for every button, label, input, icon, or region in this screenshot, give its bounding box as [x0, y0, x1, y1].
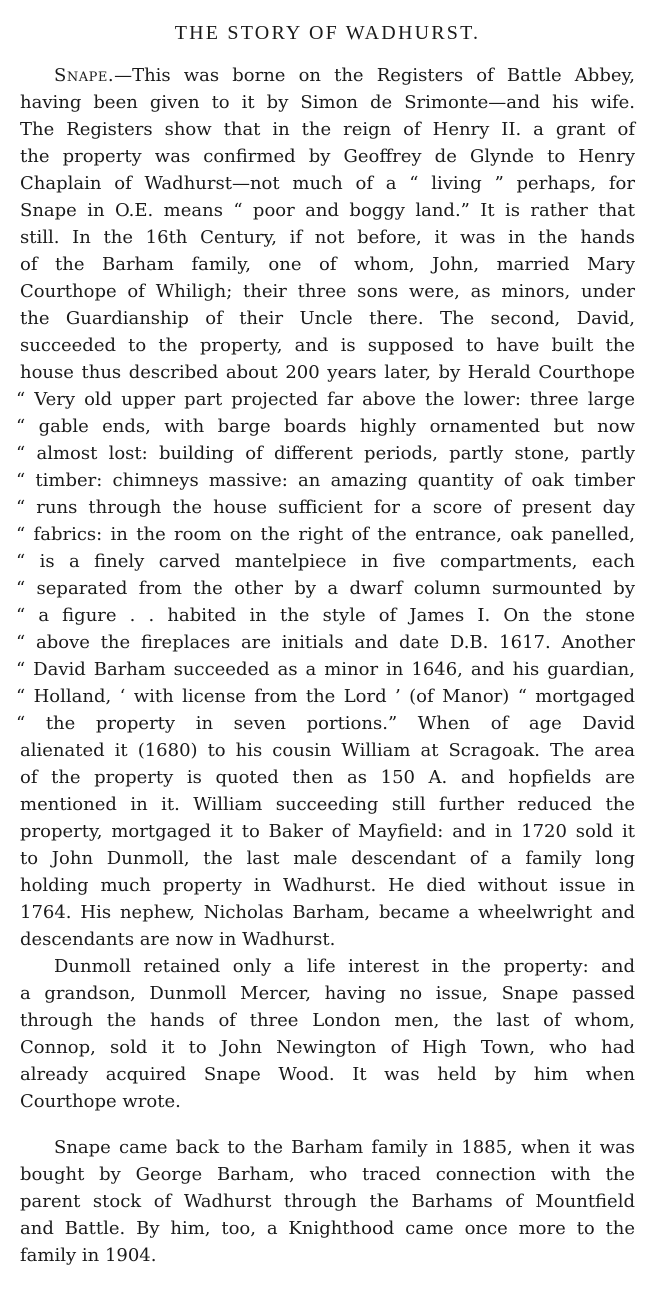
line-text: “ fabrics: in the room on the right of the entrance, oak panelled, [16, 524, 635, 545]
text-line [0, 1061, 655, 1088]
text-line [0, 332, 655, 359]
text-line [0, 575, 655, 602]
line-text: bought by George Barham, who traced connection with the [20, 1164, 635, 1185]
line-text: alienated it (1680) to his cousin William at Scragoak. The area [20, 740, 635, 761]
line-text: —This was borne on the Registers of Battle Abbey, [114, 65, 635, 86]
line-text: Snape came back to the Barham family in 1885, when it was [54, 1137, 635, 1158]
text-line [0, 440, 655, 467]
line-text: having been given to it by Simon de Srimonte—and his wife. [20, 92, 635, 113]
text-line [0, 953, 655, 980]
line-text: still. In the 16th Century, if not before, it was in the hands [20, 227, 635, 248]
text-line [0, 1242, 655, 1269]
text-line [0, 494, 655, 521]
text-line [0, 548, 655, 575]
text-line [0, 1007, 655, 1034]
text-line [0, 278, 655, 305]
line-text: the Guardianship of their Uncle there. The second, David, [20, 308, 635, 329]
text-line [0, 386, 655, 413]
line-text: “ timber: chimneys massive: an amazing quantity of oak timber [16, 470, 635, 491]
text-line [0, 818, 655, 845]
text-line [0, 170, 655, 197]
line-text: and Battle. By him, too, a Knighthood came once more to the [20, 1218, 635, 1239]
line-text: “ David Barham succeeded as a minor in 1646, and his guardian, [16, 659, 635, 680]
text-line [0, 683, 655, 710]
text-line [0, 467, 655, 494]
line-text: “ Holland, ‘ with license from the Lord ’ (of Manor) “ mortgaged [16, 686, 635, 707]
line-text: Connop, sold it to John Newington of High Town, who had [20, 1037, 635, 1058]
line-text: mentioned in it. William succeeding still further reduced the [20, 794, 635, 815]
line-text: house thus described about 200 years later, by Herald Courthope [20, 362, 635, 383]
text-line [0, 899, 655, 926]
text-line [0, 845, 655, 872]
text-line [0, 602, 655, 629]
line-text: “ a figure . . habited in the style of James I. On the stone [16, 605, 635, 626]
text-line [0, 926, 655, 953]
text-line [0, 143, 655, 170]
text-line [0, 872, 655, 899]
line-text: Courthope wrote. [20, 1091, 181, 1112]
text-line [0, 116, 655, 143]
text-line [0, 710, 655, 737]
text-line [0, 737, 655, 764]
text-line [0, 980, 655, 1007]
line-text: parent stock of Wadhurst through the Barhams of Mountfield [20, 1191, 635, 1212]
text-line [0, 359, 655, 386]
text-line [0, 251, 655, 278]
line-text: “ gable ends, with barge boards highly ornamented but now [16, 416, 635, 437]
text-line [0, 224, 655, 251]
line-text: “ is a finely carved mantelpiece in five compartments, each [16, 551, 635, 572]
line-text: “ the property in seven portions.” When of age David [16, 713, 635, 734]
paragraph-barham-return [0, 1134, 655, 1269]
section-lead-word: Snape. [54, 65, 115, 86]
line-text: family in 1904. [20, 1245, 157, 1266]
line-text: the property was confirmed by Geoffrey de Glynde to Henry [20, 146, 635, 167]
text-line [0, 62, 655, 89]
text-line [0, 305, 655, 332]
line-text: already acquired Snape Wood. It was held by him when [20, 1064, 635, 1085]
text-line [0, 197, 655, 224]
text-line [0, 413, 655, 440]
text-line [0, 1134, 655, 1161]
line-text: succeeded to the property, and is supposed to have built the [20, 335, 635, 356]
text-line [0, 629, 655, 656]
line-text: Chaplain of Wadhurst—not much of a “ living ” perhaps, for [20, 173, 635, 194]
text-line [0, 764, 655, 791]
text-line [0, 1088, 655, 1115]
line-text: “ runs through the house sufficient for a score of present day [16, 497, 635, 518]
line-text: of the Barham family, one of whom, John, married Mary [20, 254, 635, 275]
page-title: THE STORY OF WADHURST. [174, 22, 481, 44]
text-line [0, 1215, 655, 1242]
line-text: property, mortgaged it to Baker of Mayfield: and in 1720 sold it [20, 821, 635, 842]
line-text: The Registers show that in the reign of Henry II. a grant of [20, 119, 635, 140]
text-line [0, 656, 655, 683]
text-line [0, 1161, 655, 1188]
line-text: 1764. His nephew, Nicholas Barham, became a wheelwright and [20, 902, 635, 923]
paragraph-snape-history [0, 62, 655, 953]
line-text: descendants are now in Wadhurst. [20, 929, 336, 950]
line-text: holding much property in Wadhurst. He died without issue in [20, 875, 635, 896]
text-line [0, 1034, 655, 1061]
line-text: to John Dunmoll, the last male descendant of a family long [20, 848, 635, 869]
text-line [0, 89, 655, 116]
paragraph-dunmoll [0, 953, 655, 1115]
line-text: “ Very old upper part projected far above the lower: three large [16, 389, 635, 410]
line-text: Dunmoll retained only a life interest in the property: and [54, 956, 635, 977]
text-line [0, 521, 655, 548]
line-text: Snape in O.E. means “ poor and boggy land.” It is rather that [20, 200, 635, 221]
line-text: Courthope of Whiligh; their three sons were, as minors, under [20, 281, 635, 302]
line-text: “ above the fireplaces are initials and date D.B. 1617. Another [16, 632, 635, 653]
text-line [0, 1188, 655, 1215]
line-text: a grandson, Dunmoll Mercer, having no issue, Snape passed [20, 983, 635, 1004]
line-text: “ separated from the other by a dwarf column surmounted by [16, 578, 635, 599]
text-line [0, 791, 655, 818]
line-text: “ almost lost: building of different periods, partly stone, partly [16, 443, 635, 464]
line-text: through the hands of three London men, the last of whom, [20, 1010, 635, 1031]
line-text: of the property is quoted then as 150 A. and hopfields are [20, 767, 635, 788]
